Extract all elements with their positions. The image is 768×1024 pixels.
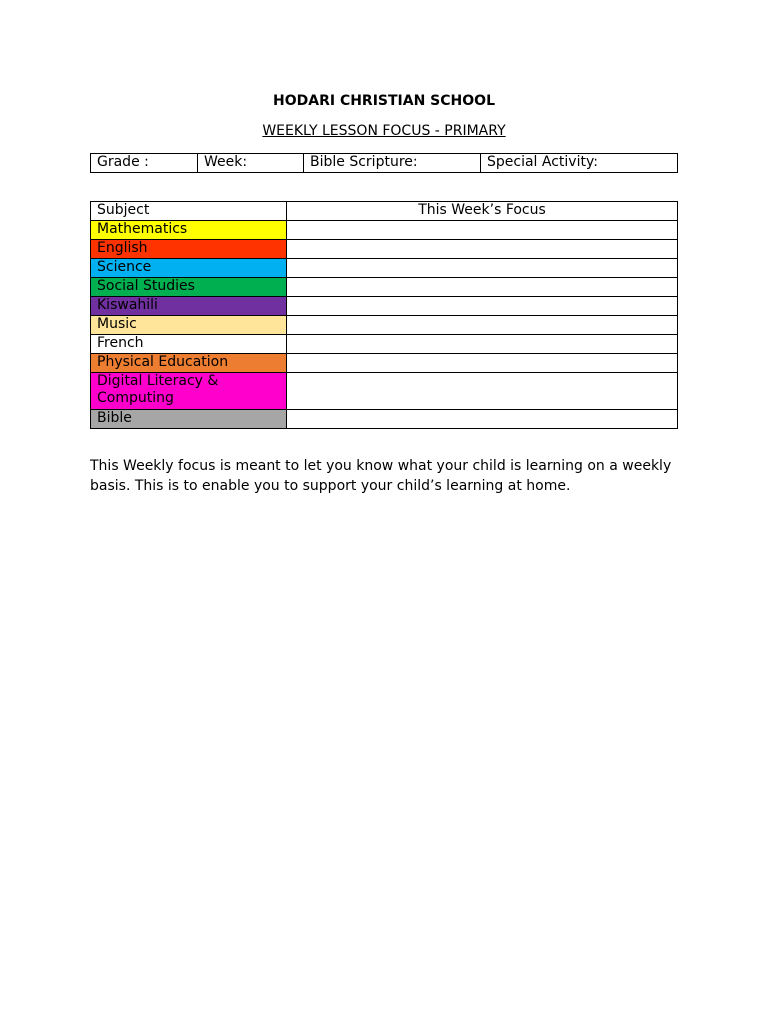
subject-cell: Digital Literacy & Computing xyxy=(91,373,287,410)
note-paragraph: This Weekly focus is meant to let you know what your child is learning on a weekly basis. This is to enable you to support your child’s learning at home. xyxy=(90,458,672,494)
table-row xyxy=(91,278,678,297)
subject-column-header: Subject xyxy=(91,202,287,221)
table-row xyxy=(91,221,678,240)
table-row xyxy=(91,410,678,429)
bible-scripture-label: Bible Scripture: xyxy=(304,154,481,173)
subject-cell: Science xyxy=(91,259,287,278)
focus-cell xyxy=(287,221,678,240)
grade-label: Grade : xyxy=(91,154,198,173)
subject-cell: Mathematics xyxy=(91,221,287,240)
focus-cell xyxy=(287,297,678,316)
focus-cell xyxy=(287,354,678,373)
subjects-header-row xyxy=(91,202,678,221)
table-row xyxy=(91,354,678,373)
focus-cell xyxy=(287,278,678,297)
document-subtitle: WEEKLY LESSON FOCUS - PRIMARY xyxy=(262,123,506,139)
info-row xyxy=(91,154,678,173)
table-row xyxy=(91,297,678,316)
focus-column-header: This Week’s Focus xyxy=(287,202,678,221)
table-row xyxy=(91,316,678,335)
focus-cell xyxy=(287,259,678,278)
table-row xyxy=(91,240,678,259)
school-title: HODARI CHRISTIAN SCHOOL xyxy=(273,93,495,109)
focus-cell xyxy=(287,373,678,410)
subject-cell: Physical Education xyxy=(91,354,287,373)
focus-cell xyxy=(287,335,678,354)
subject-cell: Music xyxy=(91,316,287,335)
week-label: Week: xyxy=(198,154,304,173)
subjects-table xyxy=(90,201,678,429)
subject-cell: Bible xyxy=(91,410,287,429)
info-table xyxy=(90,153,678,173)
subject-cell: Social Studies xyxy=(91,278,287,297)
subject-cell: French xyxy=(91,335,287,354)
focus-cell xyxy=(287,410,678,429)
table-row xyxy=(91,335,678,354)
subject-cell: Kiswahili xyxy=(91,297,287,316)
focus-cell xyxy=(287,240,678,259)
table-row xyxy=(91,259,678,278)
special-activity-label: Special Activity: xyxy=(481,154,678,173)
table-row xyxy=(91,373,678,410)
subject-cell: English xyxy=(91,240,287,259)
focus-cell xyxy=(287,316,678,335)
